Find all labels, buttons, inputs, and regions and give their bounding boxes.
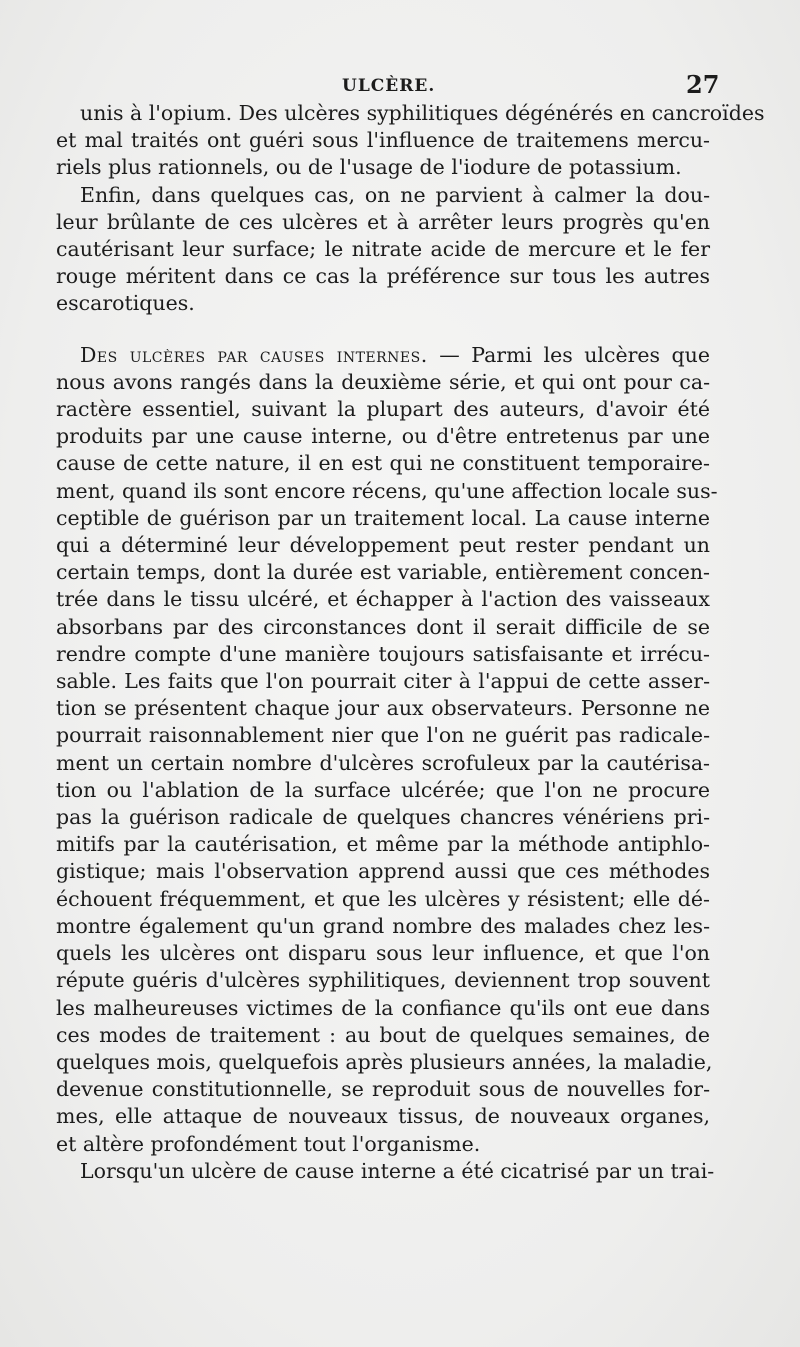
page-header xyxy=(0,66,800,100)
text-line: ractère essentiel, suivant la plupart des auteurs, d'avoir été xyxy=(56,397,710,422)
text-line: ment un certain nombre d'ulcères scrofuleux par la cautérisa- xyxy=(56,750,710,775)
text-line: mes, elle attaque de nouveaux tissus, de nouveaux organes, xyxy=(56,1104,710,1129)
text-line: cautérisant leur surface; le nitrate acide de mercure et le fer xyxy=(56,237,710,262)
text-line: escarotiques. xyxy=(56,291,195,316)
text-line: ceptible de guérison par un traitement local. La cause interne xyxy=(56,505,710,530)
text-line: rouge méritent dans ce cas la préférence sur tous les autres xyxy=(56,264,710,289)
text-line: unis à l'opium. Des ulcères syphilitiques dégénérés en cancroïdes xyxy=(80,101,765,125)
text-line: cause de cette nature, il en est qui ne constituent temporaire- xyxy=(56,451,710,476)
paragraph xyxy=(56,1158,715,1185)
text-line: échouent fréquemment, et que les ulcères y résistent; elle dé- xyxy=(56,886,710,911)
text-line: Lorsqu'un ulcère de cause interne a été cicatrisé par un trai- xyxy=(80,1158,715,1183)
text-line: nous avons rangés dans la deuxième série, et qui ont pour ca- xyxy=(56,369,710,394)
text-line: et mal traités ont guéri sous l'influence de traitemens mercu- xyxy=(56,128,710,153)
paragraph xyxy=(56,342,718,1158)
text-line: mitifs par la cautérisation, et même par la méthode antiphlo- xyxy=(56,832,710,857)
running-title: ULCÈRE. xyxy=(342,76,436,96)
section-heading: Des ulcères par causes internes. xyxy=(80,342,428,367)
text-line: ment, quand ils sont encore récens, qu'une affection locale sus- xyxy=(56,478,718,503)
text-line: pas la guérison radicale de quelques chancres vénériens pri- xyxy=(56,805,710,830)
text-line: quels les ulcères ont disparu sous leur influence, et que l'on xyxy=(56,941,710,966)
text-line: produits par une cause interne, ou d'être entretenus par une xyxy=(56,424,710,449)
text-line: quelques mois, quelquefois après plusieurs années, la maladie, xyxy=(56,1049,713,1074)
text-line xyxy=(56,342,710,369)
text-line: qui a déterminé leur développement peut rester pendant un xyxy=(56,533,710,558)
text-line: les malheureuses victimes de la confiance qu'ils ont eue dans xyxy=(56,995,710,1020)
text-line-rest: — Parmi les ulcères que xyxy=(427,342,710,367)
text-line: Enfin, dans quelques cas, on ne parvient à calmer la dou- xyxy=(80,182,710,207)
text-line: pourrait raisonnablement nier que l'on ne guérit pas radicale- xyxy=(56,723,710,748)
text-line: rendre compte d'une manière toujours satisfaisante et irrécu- xyxy=(56,641,710,666)
page-number: 27 xyxy=(686,70,720,99)
text-line: et altère profondément tout l'organisme. xyxy=(56,1131,481,1156)
text-line: devenue constitutionnelle, se reproduit sous de nouvelles for- xyxy=(56,1077,710,1102)
text-line: répute guéris d'ulcères syphilitiques, deviennent trop souvent xyxy=(56,968,710,993)
text-line: tion se présentent chaque jour aux observateurs. Personne ne xyxy=(56,696,710,721)
text-line: leur brûlante de ces ulcères et à arrêter leurs progrès qu'en xyxy=(56,209,710,234)
paragraph xyxy=(56,100,765,182)
paragraph xyxy=(56,182,710,318)
text-line: trée dans le tissu ulcéré, et échapper à l'action des vaisseaux xyxy=(56,587,710,612)
text-line: gistique; mais l'observation apprend aussi que ces méthodes xyxy=(56,859,710,884)
text-line: sable. Les faits que l'on pourrait citer à l'appui de cette asser- xyxy=(56,669,710,694)
text-line: montre également qu'un grand nombre des malades chez les- xyxy=(56,913,710,938)
text-line: ces modes de traitement : au bout de quelques semaines, de xyxy=(56,1022,710,1047)
page-body-text xyxy=(56,100,765,1185)
section-gap xyxy=(56,318,710,342)
text-line: tion ou l'ablation de la surface ulcérée; que l'on ne procure xyxy=(56,777,710,802)
text-line: absorbans par des circonstances dont il serait difficile de se xyxy=(56,614,710,639)
text-line: riels plus rationnels, ou de l'usage de l'iodure de potassium. xyxy=(56,155,682,180)
text-line: certain temps, dont la durée est variable, entièrement concen- xyxy=(56,560,710,585)
